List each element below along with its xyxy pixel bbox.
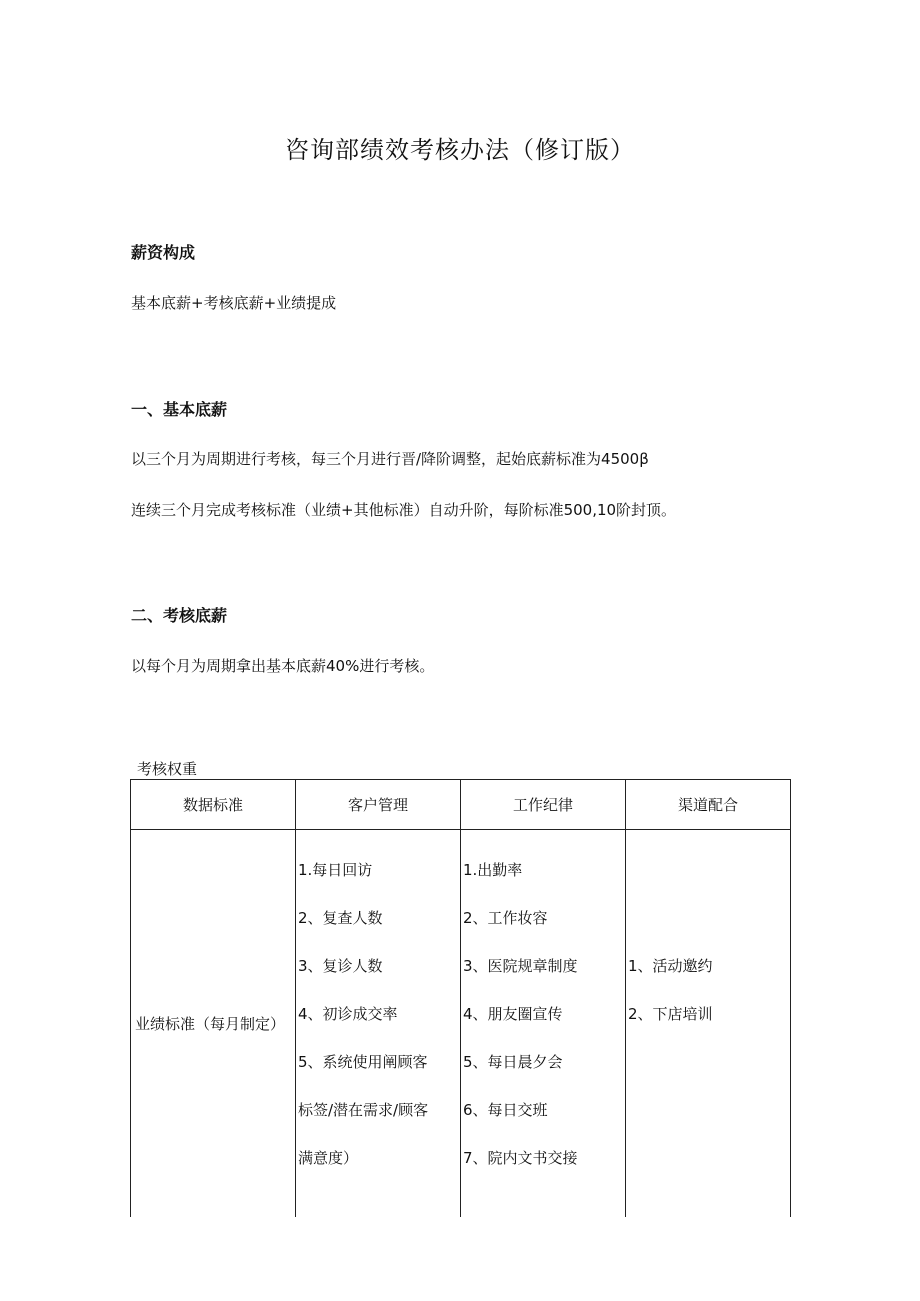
section2-line1: 以每个月为周期拿出基本底薪40%进行考核。 <box>131 657 435 675</box>
table-header-row <box>131 780 791 830</box>
list-item: 5、每日晨夕会 <box>463 1053 563 1071</box>
list-item: 4、初诊成交率 <box>298 1005 398 1023</box>
list-item: 2、下店培训 <box>628 1005 713 1023</box>
table-caption: 考核权重 <box>137 760 198 778</box>
list-item: 1.出勤率 <box>463 861 523 879</box>
list-item: 标签/潜在需求/顾客 <box>298 1101 429 1119</box>
cell-customer-mgmt <box>296 830 461 1218</box>
list-item: 3、医院规章制度 <box>463 957 578 975</box>
section1-heading: 一、基本底薪 <box>131 400 228 419</box>
header-data-standard: 数据标准 <box>131 780 296 830</box>
list-item: 6、每日交班 <box>463 1101 548 1119</box>
salary-heading: 薪资构成 <box>131 243 196 262</box>
table-row <box>131 830 791 1218</box>
list-item: 1.每日回访 <box>298 861 373 879</box>
list-item: 4、朋友圈宣传 <box>463 1005 563 1023</box>
header-work-discipline: 工作纪律 <box>461 780 626 830</box>
header-channel: 渠道配合 <box>626 780 791 830</box>
list-item: 2、复查人数 <box>298 909 383 927</box>
list-item: 7、院内文书交接 <box>463 1149 578 1167</box>
header-customer-mgmt: 客户管理 <box>296 780 461 830</box>
cell-data-standard: 业绩标准（每月制定） <box>131 830 296 1218</box>
list-item: 1、活动邀约 <box>628 957 713 975</box>
list-item: 满意度） <box>298 1149 359 1167</box>
list-item: 2、工作妆容 <box>463 909 548 927</box>
section1-line2: 连续三个月完成考核标准（业绩+其他标准）自动升阶，每阶标准500,10阶封顶。 <box>131 501 677 519</box>
section2-heading: 二、考核底薪 <box>131 606 228 625</box>
list-item: 3、复诊人数 <box>298 957 383 975</box>
weight-table <box>130 779 791 1217</box>
cell-channel <box>626 830 791 1218</box>
section1-line1: 以三个月为周期进行考核，每三个月进行晋/降阶调整，起始底薪标准为4500β <box>131 450 649 468</box>
document-title: 咨询部绩效考核办法（修订版） <box>285 136 635 164</box>
salary-formula: 基本底薪+考核底薪+业绩提成 <box>131 294 337 312</box>
cell-work-discipline <box>461 830 626 1218</box>
list-item: 5、系统使用阐顾客 <box>298 1053 428 1071</box>
